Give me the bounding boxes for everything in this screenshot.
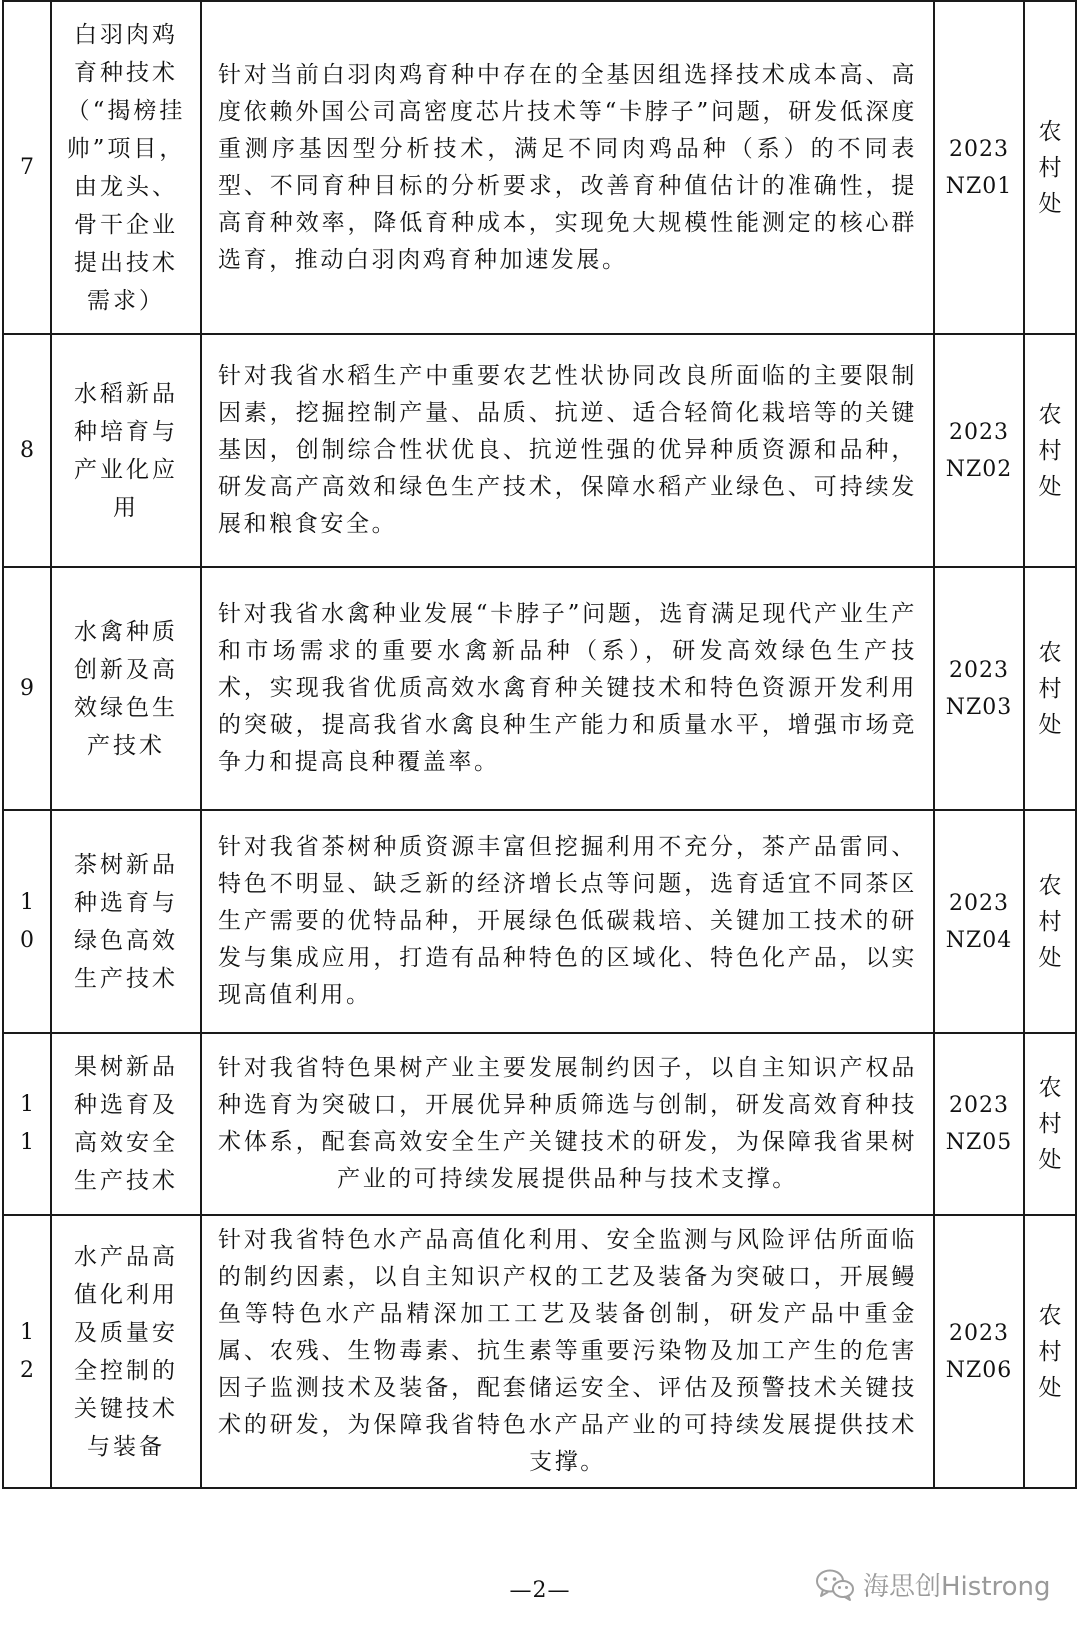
project-description-cell	[201, 567, 934, 810]
project-name: 白羽肉鸡育种技术（“揭榜挂帅”项目，由龙头、骨干企业提出技术需求）	[66, 21, 186, 314]
department-cell	[1024, 567, 1076, 810]
project-code-cell	[934, 810, 1024, 1033]
department-cell	[1024, 334, 1076, 567]
department: 农村处	[1038, 872, 1062, 971]
row-number: 10	[19, 889, 34, 953]
department: 农村处	[1038, 1302, 1062, 1401]
project-description: 针对我省水稻生产中重要农艺性状协同改良所面临的主要限制因素，挖掘控制产量、品质、抗逆、适合轻简化栽培等的关键基因，创制综合性状优良、抗逆性强的优异种质资源和品种，研发高产高效和绿色生产技术，保障水稻产业绿色、可持续发展和粮食安全。	[218, 363, 917, 537]
project-description: 针对我省茶树种质资源丰富但挖掘利用不充分，茶产品雷同、特色不明显、缺乏新的经济增长点等问题，选育适宜不同茶区生产需要的优特品种，开展绿色低碳栽培、关键加工技术的研发与集成应用，打造有品种特色的区域化、特色化产品，以实现高值利用。	[218, 834, 917, 1008]
project-description-cell	[201, 1215, 934, 1488]
project-code: 2023 NZ05	[945, 1093, 1013, 1155]
table-row	[3, 810, 1076, 1033]
department: 农村处	[1038, 401, 1062, 500]
project-description-cell	[201, 334, 934, 567]
project-table	[2, 0, 1077, 1489]
project-code-cell	[934, 1215, 1024, 1488]
row-number-cell	[3, 1, 51, 334]
project-description: 针对我省特色果树产业主要发展制约因子，以自主知识产权品种选育为突破口，开展优异种质筛选与创制，研发高效育种技术体系，配套高效安全生产关键技术的研发，为保障我省果树产业的可持续发展提供品种与技术支撑。	[218, 1055, 917, 1192]
row-number-cell	[3, 1215, 51, 1488]
department: 农村处	[1038, 118, 1062, 217]
row-number: 11	[19, 1092, 34, 1155]
table-row	[3, 334, 1076, 567]
project-code: 2023 NZ01	[945, 136, 1013, 199]
project-name-cell	[51, 1033, 201, 1215]
row-number-cell	[3, 567, 51, 810]
row-number-cell	[3, 1033, 51, 1215]
department-cell	[1024, 1033, 1076, 1215]
page-number: —2—	[509, 1578, 571, 1603]
project-description-cell	[201, 810, 934, 1033]
project-code: 2023 NZ06	[945, 1320, 1013, 1383]
department: 农村处	[1038, 1075, 1062, 1173]
project-name: 水禽种质创新及高效绿色生产技术	[74, 618, 178, 759]
row-number-cell	[3, 334, 51, 567]
row-number: 12	[19, 1319, 34, 1383]
wechat-icon	[815, 1568, 855, 1602]
project-name: 水产品高值化利用及质量安全控制的关键技术与装备	[74, 1243, 178, 1460]
project-code: 2023 NZ04	[945, 890, 1013, 953]
project-code-cell	[934, 567, 1024, 810]
project-code-cell	[934, 334, 1024, 567]
project-description: 针对当前白羽肉鸡育种中存在的全基因组选择技术成本高、高度依赖外国公司高密度芯片技术等“卡脖子”问题，研发低深度重测序基因型分析技术，满足不同肉鸡品种（系）的不同表型、不同育种目标的分析要求，改善育种值估计的准确性，提高育种效率，降低育种成本，实现免大规模性能测定的核心群选育，推动白羽肉鸡育种加速发展。	[218, 61, 917, 273]
project-name-cell	[51, 810, 201, 1033]
project-code: 2023 NZ02	[945, 419, 1013, 482]
project-code-cell	[934, 1033, 1024, 1215]
watermark	[815, 1566, 1051, 1603]
row-number: 8	[19, 437, 34, 463]
project-description-cell	[201, 1033, 934, 1215]
project-name-cell	[51, 334, 201, 567]
project-code-cell	[934, 1, 1024, 334]
project-name: 茶树新品种选育与绿色高效生产技术	[74, 851, 178, 992]
department-cell	[1024, 810, 1076, 1033]
project-code: 2023 NZ03	[945, 657, 1013, 720]
table-row	[3, 567, 1076, 810]
project-name-cell	[51, 567, 201, 810]
department-cell	[1024, 1215, 1076, 1488]
project-name-cell	[51, 1, 201, 334]
table-row	[3, 1, 1076, 334]
project-name: 果树新品种选育及高效安全生产技术	[74, 1054, 178, 1194]
project-description: 针对我省特色水产品高值化利用、安全监测与风险评估所面临的制约因素，以自主知识产权的工艺及装备为突破口，开展鳗鱼等特色水产品精深加工工艺及装备创制，研发产品中重金属、农残、生物毒素、抗生素等重要污染物及加工产生的危害因子监测技术及装备，配套储运安全、评估及预警技术关键技术的研发，为保障我省特色水产品产业的可持续发展提供技术支撑。	[218, 1227, 917, 1475]
row-number-cell	[3, 810, 51, 1033]
row-number: 7	[19, 154, 34, 180]
project-name-cell	[51, 1215, 201, 1488]
row-number: 9	[19, 675, 34, 701]
project-name: 水稻新品种培育与产业化应用	[74, 380, 178, 521]
department-cell	[1024, 1, 1076, 334]
table-row	[3, 1215, 1076, 1488]
department: 农村处	[1038, 639, 1062, 738]
table-row	[3, 1033, 1076, 1215]
watermark-text: 海思创Histrong	[863, 1572, 1051, 1602]
project-description-cell	[201, 1, 934, 334]
project-description: 针对我省水禽种业发展“卡脖子”问题，选育满足现代产业生产和市场需求的重要水禽新品种（系），研发高效绿色生产技术，实现我省优质高效水禽育种关键技术和特色资源开发利用的突破，提高我省水禽良种生产能力和质量水平，增强市场竞争力和提高良种覆盖率。	[218, 601, 917, 775]
